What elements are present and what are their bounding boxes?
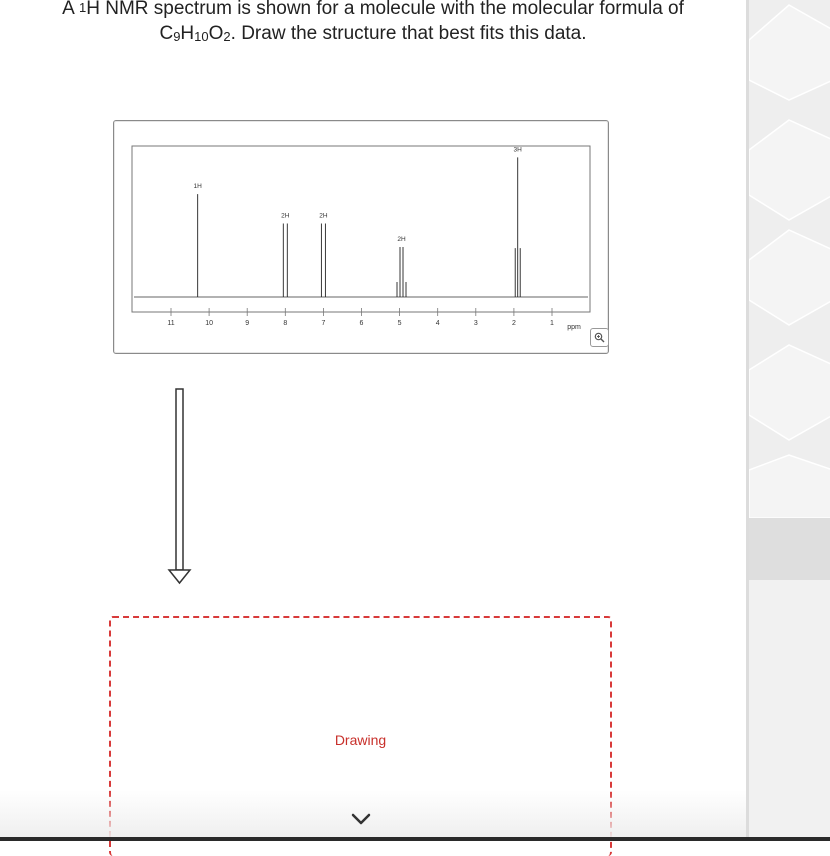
x-tick-label: 3 xyxy=(473,320,478,327)
hexagon-pattern xyxy=(749,0,830,518)
x-tick-label: 5 xyxy=(397,320,402,327)
x-tick-label: 1 xyxy=(550,320,554,327)
zoom-icon xyxy=(594,332,605,343)
integration-label: 2H xyxy=(281,212,290,220)
x-tick-label: 10 xyxy=(205,320,213,327)
side-panel xyxy=(746,0,830,841)
integration-label: 2H xyxy=(319,212,328,220)
x-tick-label: 8 xyxy=(283,320,288,327)
integration-label: 3H xyxy=(513,146,522,154)
x-tick-label: 2 xyxy=(511,320,516,327)
bottom-bar xyxy=(0,837,830,841)
integration-label: 1H xyxy=(193,183,202,191)
question-line-1: A $^1$H NMR spectrum is shown for a molecule with the molecular formula of xyxy=(62,0,684,19)
x-tick-label: 6 xyxy=(359,320,364,327)
down-arrow-icon xyxy=(169,389,190,583)
zoom-button[interactable] xyxy=(590,328,609,347)
drawing-button[interactable]: Drawing xyxy=(334,732,387,748)
x-tick-label: 9 xyxy=(245,320,250,327)
x-tick-label: 7 xyxy=(321,320,326,327)
side-panel-block xyxy=(749,518,830,580)
x-tick-label: 4 xyxy=(435,320,440,327)
x-tick-label: 11 xyxy=(167,320,175,327)
x-axis-label: ppm xyxy=(567,324,581,331)
integration-label: 2H xyxy=(397,236,406,244)
plot-area xyxy=(132,146,590,312)
bottom-fade xyxy=(0,790,746,838)
question-line-2: C9H10O2. Draw the structure that best fits this data. xyxy=(159,23,587,44)
hexagon-pattern-graphic xyxy=(749,0,830,518)
chevron-down-icon[interactable] xyxy=(350,812,372,826)
